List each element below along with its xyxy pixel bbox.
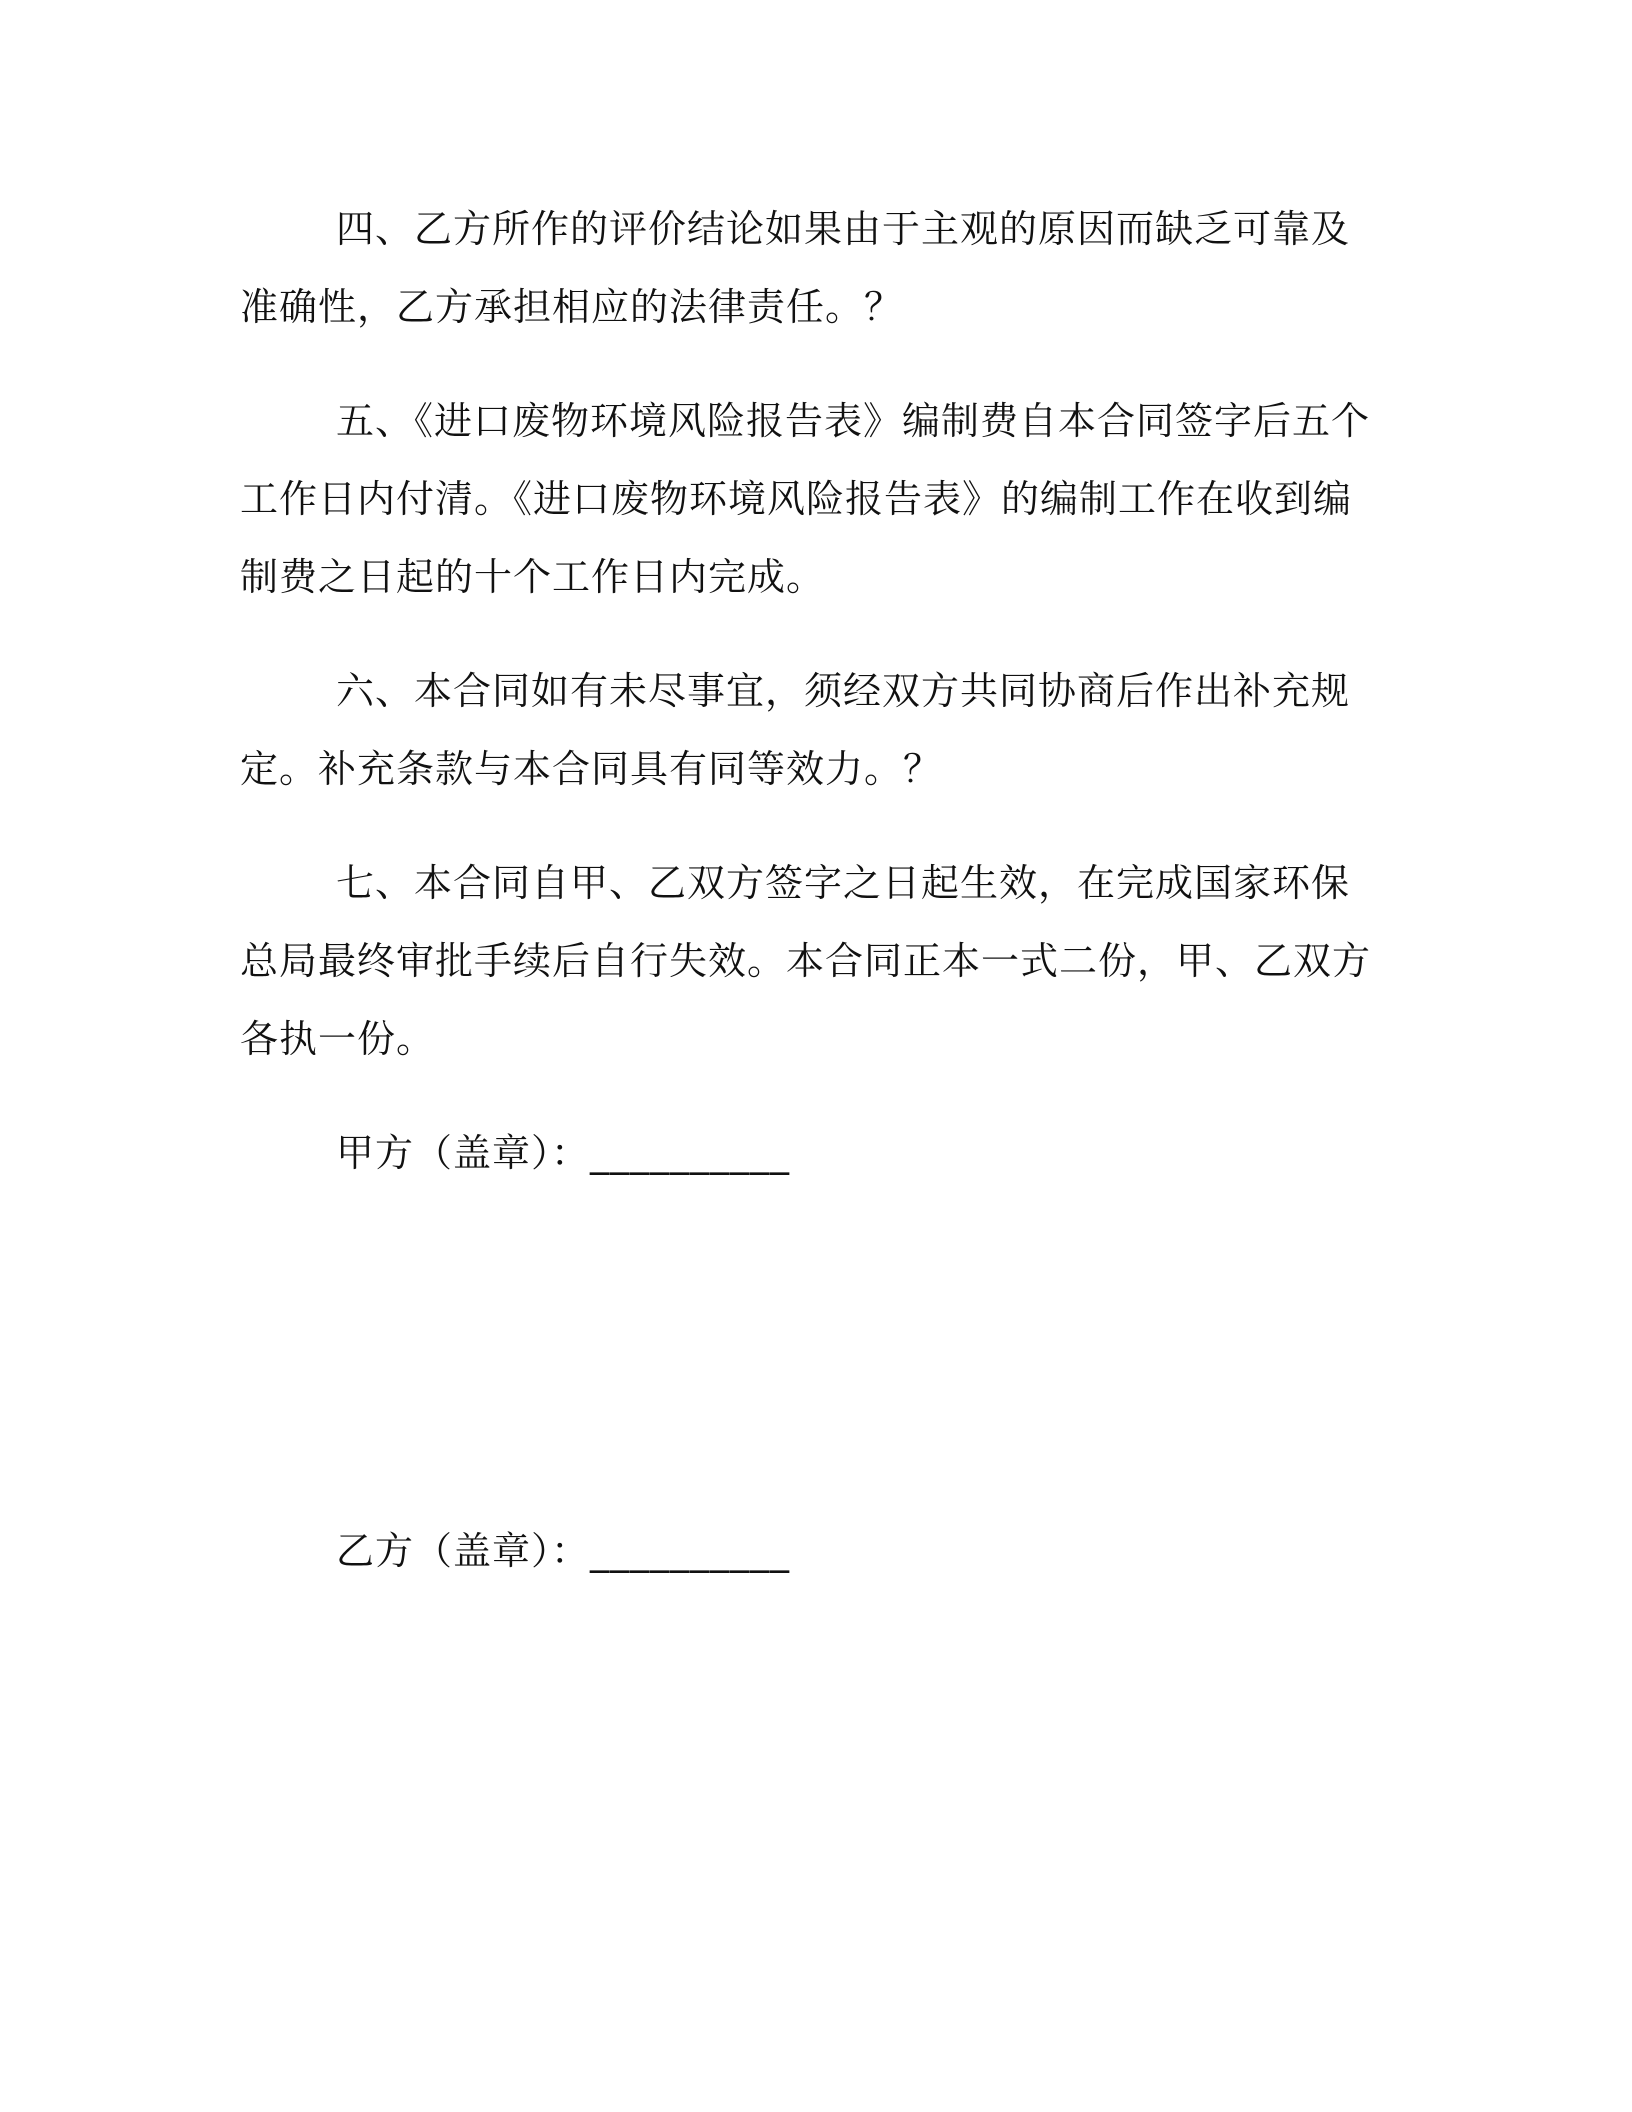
clause-four: 四、乙方所作的评价结论如果由于主观的原因而缺乏可靠及准确性，乙方承担相应的法律责任。？ xyxy=(240,207,1351,329)
clause-seven: 七、本合同自甲、乙双方签字之日起生效，在完成国家环保总局最终审批手续后自行失效。本合同正本一式二份，甲、乙双方各执一份。 xyxy=(240,861,1372,1061)
party-b-signature-line: 乙方（盖章）：__________ xyxy=(336,1529,791,1573)
document-body xyxy=(240,190,1380,1590)
party-a-signature-line: 甲方（盖章）：__________ xyxy=(336,1131,791,1175)
clause-five: 五、《进口废物环境风险报告表》编制费自本合同签字后五个工作日内付清。《进口废物环境风险报告表》的编制工作在收到编制费之日起的十个工作日内完成。 xyxy=(240,399,1371,599)
clause-six: 六、本合同如有未尽事宜，须经双方共同协商后作出补充规定。补充条款与本合同具有同等效力。？ xyxy=(240,669,1351,791)
